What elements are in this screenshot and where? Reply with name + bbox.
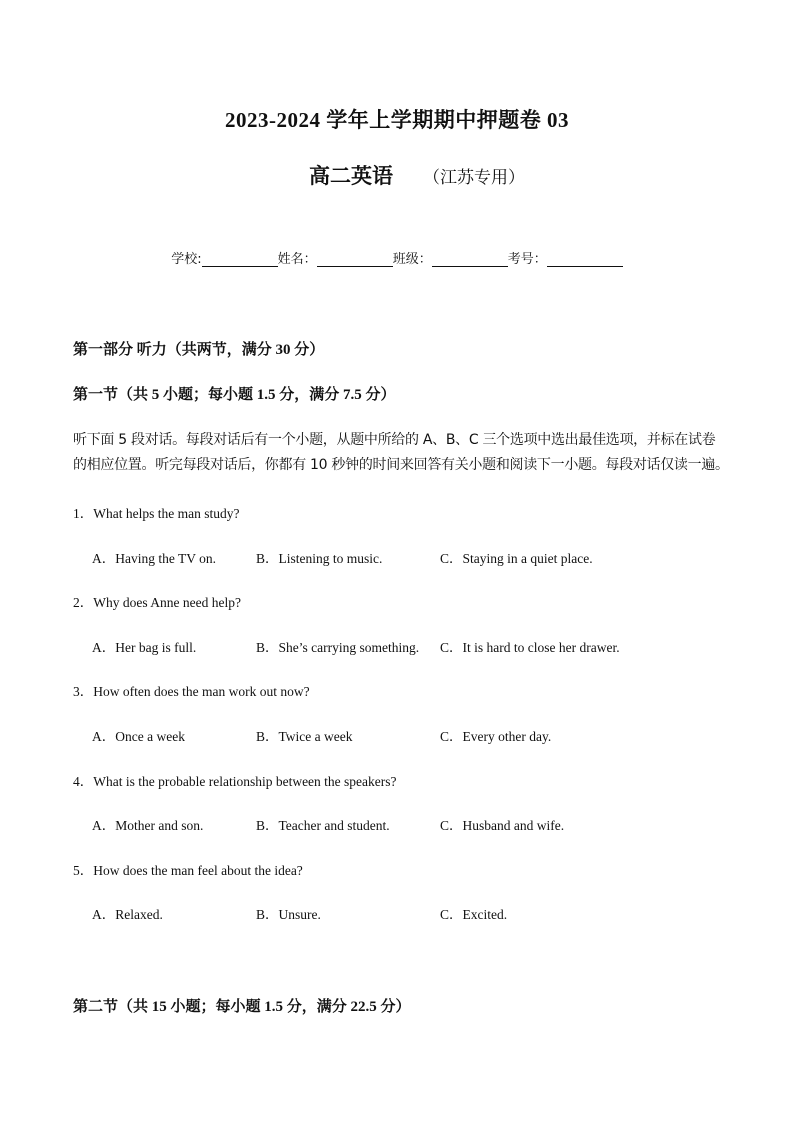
school-label: 学校:	[171, 252, 202, 267]
subject-name: 高二英语	[309, 164, 393, 188]
option-b: B．She’s carrying something.	[256, 640, 420, 655]
exam-number-label: 考号：	[507, 252, 547, 267]
student-info-line	[0, 248, 794, 267]
question-3: 3．How often does the man work out now?	[73, 684, 310, 699]
section2-heading: 第二节（共 15 小题；每小题 1.5 分，满分 22.5 分）	[73, 999, 411, 1015]
option-c: C．It is hard to close her drawer.	[440, 640, 620, 655]
exam-title: 2023-2024 学年上学期期中押题卷 03	[225, 108, 569, 132]
option-b: B．Teacher and student.	[256, 818, 390, 833]
option-a: A．Her bag is full.	[92, 640, 197, 655]
school-blank[interactable]	[202, 253, 278, 267]
option-a: A．Mother and son.	[92, 818, 204, 833]
subject-title	[0, 160, 794, 190]
listening-instructions	[73, 428, 733, 478]
option-c: C．Every other day.	[440, 729, 552, 744]
question-1: 1．What helps the man study?	[73, 506, 240, 521]
name-label: 姓名：	[277, 252, 317, 267]
option-a: A．Relaxed.	[92, 907, 163, 922]
section1-heading: 第一节（共 5 小题；每小题 1.5 分，满分 7.5 分）	[73, 387, 396, 403]
exam-number-blank[interactable]	[547, 253, 623, 267]
option-c: C．Husband and wife.	[440, 818, 565, 833]
question-5: 5．How does the man feel about the idea?	[73, 863, 303, 878]
instruction-line: 的相应位置。听完每段对话后，你都有 10 秒钟的时间来回答有关小题和阅读下一小题。每段对话仅读一遍。	[73, 457, 729, 473]
name-blank[interactable]	[317, 253, 393, 267]
part1-heading: 第一部分 听力（共两节，满分 30 分）	[73, 342, 325, 358]
option-b: B．Listening to music.	[256, 551, 383, 566]
region-label: （江苏专用）	[423, 168, 525, 187]
option-b: B．Twice a week	[256, 729, 353, 744]
class-label: 班级：	[392, 252, 432, 267]
question-2: 2．Why does Anne need help?	[73, 595, 241, 610]
instruction-line: 听下面 5 段对话。每段对话后有一个小题，从题中所给的 A、B、C 三个选项中选出最佳选项，并标在试卷	[73, 432, 716, 448]
option-c: C．Excited.	[440, 907, 508, 922]
option-a: A．Once a week	[92, 729, 185, 744]
option-b: B．Unsure.	[256, 907, 321, 922]
class-blank[interactable]	[432, 253, 508, 267]
question-4: 4．What is the probable relationship between the speakers?	[73, 774, 397, 789]
option-c: C．Staying in a quiet place.	[440, 551, 593, 566]
option-a: A．Having the TV on.	[92, 551, 216, 566]
